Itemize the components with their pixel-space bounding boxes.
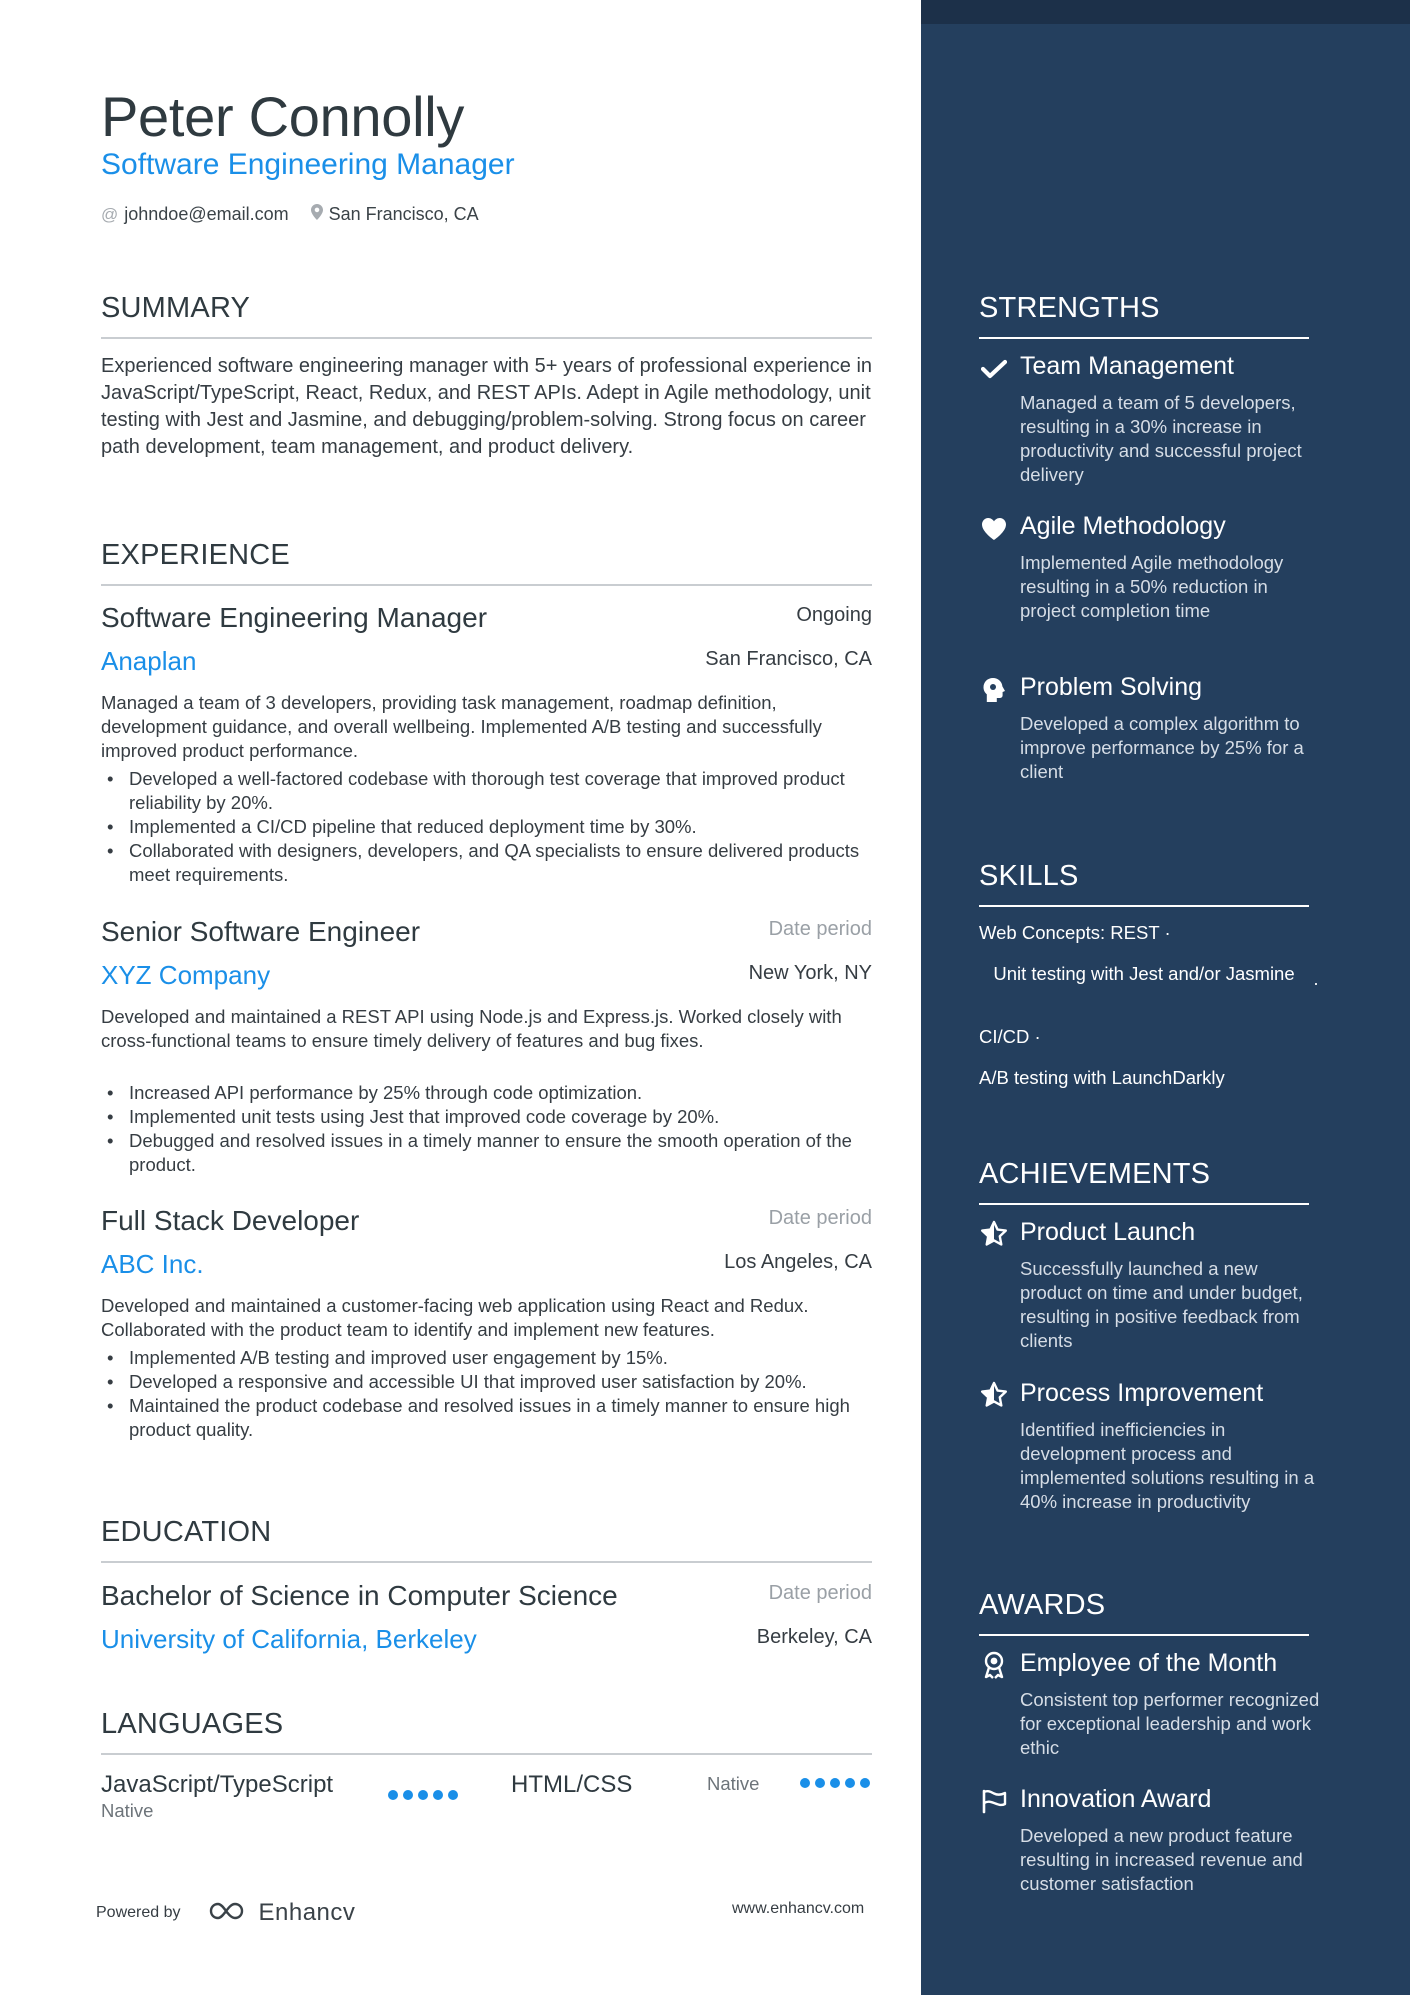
job-description: Developed and maintained a customer-facing web application using React and Redux. Collaborated with the product team to identify and implement new features. bbox=[101, 1295, 809, 1340]
job-title: Full Stack Developer bbox=[101, 1205, 360, 1236]
footer-branding bbox=[96, 1899, 355, 1927]
rating-dot bbox=[815, 1778, 825, 1788]
rating-dot bbox=[830, 1778, 840, 1788]
summary-divider bbox=[101, 337, 872, 339]
language-rating bbox=[388, 1790, 458, 1800]
skill-item: Unit testing with Jest and/or Jasmine bbox=[993, 963, 1295, 984]
sidebar-top-band bbox=[921, 0, 1410, 24]
enhancv-logo-icon bbox=[207, 1900, 251, 1927]
star-icon bbox=[979, 1219, 1009, 1249]
experience-divider bbox=[101, 584, 872, 586]
job-bullets bbox=[101, 1346, 872, 1442]
skill-item: A/B testing with LaunchDarkly bbox=[979, 1067, 1225, 1088]
strength-desc: Implemented Agile methodology resulting in a 50% reduction in project completion time bbox=[1020, 552, 1284, 621]
education-heading: EDUCATION bbox=[101, 1516, 272, 1548]
job-description: Developed and maintained a REST API using Node.js and Express.js. Worked closely with cross-functional teams to ensure timely delivery of features and bug fixes. bbox=[101, 1006, 842, 1051]
skill-item: CI/CD · bbox=[979, 1026, 1041, 1047]
job-description: Managed a team of 3 developers, providing task management, roadmap definition, development guidance, and overall wellbeing. Implemented A/B testing and successfully improved product performance. bbox=[101, 692, 822, 761]
language-rating bbox=[800, 1778, 870, 1788]
list-item: • Developed a responsive and accessible UI that improved user satisfaction by 20%. bbox=[101, 1370, 872, 1394]
rating-dot bbox=[403, 1790, 413, 1800]
job-date: Ongoing bbox=[796, 604, 872, 626]
language-name: JavaScript/TypeScript bbox=[101, 1771, 334, 1798]
job-date: Date period bbox=[768, 918, 872, 940]
language-level: Native bbox=[707, 1773, 760, 1794]
sidebar bbox=[921, 0, 1410, 1995]
languages-heading: LANGUAGES bbox=[101, 1708, 284, 1740]
summary-text: Experienced software engineering manager with 5+ years of professional experience in JavaScript/TypeScript, React, Redux, and REST APIs. Adept in Agile methodology, unit testing with Jest and Jasmine, and debugging/problem-solving. Strong focus on career path development, team management, and product delivery. bbox=[101, 355, 873, 458]
list-item: • Increased API performance by 25% through code optimization. bbox=[101, 1081, 872, 1105]
skills-divider bbox=[979, 905, 1309, 907]
achievements-heading: ACHIEVEMENTS bbox=[979, 1158, 1211, 1190]
achievement-title: Product Launch bbox=[1020, 1218, 1196, 1246]
heart-icon bbox=[979, 514, 1009, 544]
rating-dot bbox=[860, 1778, 870, 1788]
job-company[interactable]: ABC Inc. bbox=[101, 1249, 204, 1279]
rating-dot bbox=[448, 1790, 458, 1800]
degree-title: Bachelor of Science in Computer Science bbox=[101, 1580, 618, 1611]
contact-bar bbox=[101, 204, 501, 225]
candidate-role: Software Engineering Manager bbox=[101, 148, 515, 181]
location-text: San Francisco, CA bbox=[328, 204, 479, 224]
achievement-title: Process Improvement bbox=[1020, 1379, 1264, 1407]
school-name[interactable]: University of California, Berkeley bbox=[101, 1624, 477, 1654]
strengths-divider bbox=[979, 337, 1309, 339]
skill-separator: · bbox=[1313, 973, 1319, 993]
head-idea-icon bbox=[979, 675, 1009, 705]
rating-dot bbox=[388, 1790, 398, 1800]
achievements-divider bbox=[979, 1203, 1309, 1205]
email-item[interactable] bbox=[101, 204, 289, 225]
star-icon bbox=[979, 1380, 1009, 1410]
skills-heading: SKILLS bbox=[979, 860, 1079, 892]
rating-dot bbox=[433, 1790, 443, 1800]
list-item: • Implemented unit tests using Jest that improved code coverage by 20%. bbox=[101, 1105, 872, 1129]
achievement-desc: Identified inefficiencies in development process and implemented solutions resulting in a 40% increase in productivity bbox=[1020, 1419, 1315, 1512]
job-location: San Francisco, CA bbox=[705, 648, 872, 670]
footer-url[interactable]: www.enhancv.com bbox=[732, 1900, 865, 1917]
job-bullets bbox=[101, 767, 872, 887]
medal-icon bbox=[979, 1650, 1009, 1680]
job-location: Los Angeles, CA bbox=[724, 1251, 872, 1273]
email-text: johndoe@email.com bbox=[124, 204, 289, 224]
powered-by-label: Powered by bbox=[96, 1904, 181, 1921]
job-title: Senior Software Engineer bbox=[101, 916, 421, 947]
achievement-desc: Successfully launched a new product on time and under budget, resulting in positive feedback from clients bbox=[1020, 1258, 1303, 1351]
strength-title: Problem Solving bbox=[1020, 673, 1203, 701]
at-sign-icon: @ bbox=[101, 204, 119, 224]
strength-desc: Developed a complex algorithm to improve performance by 25% for a client bbox=[1020, 713, 1304, 782]
location-item bbox=[311, 204, 479, 225]
skill-item: Web Concepts: REST · bbox=[979, 922, 1171, 943]
rating-dot bbox=[800, 1778, 810, 1788]
brand-name: Enhancv bbox=[258, 1899, 356, 1926]
awards-heading: AWARDS bbox=[979, 1589, 1106, 1621]
awards-divider bbox=[979, 1634, 1309, 1636]
education-divider bbox=[101, 1561, 872, 1563]
experience-heading: EXPERIENCE bbox=[101, 539, 290, 571]
school-location: Berkeley, CA bbox=[756, 1626, 872, 1648]
language-level: Native bbox=[101, 1800, 154, 1821]
list-item: • Implemented a CI/CD pipeline that reduced deployment time by 30%. bbox=[101, 815, 872, 839]
strengths-heading: STRENGTHS bbox=[979, 292, 1160, 324]
education-date: Date period bbox=[768, 1582, 872, 1604]
job-date: Date period bbox=[768, 1207, 872, 1229]
map-pin-icon bbox=[311, 204, 323, 225]
award-title: Employee of the Month bbox=[1020, 1649, 1278, 1677]
job-title: Software Engineering Manager bbox=[101, 602, 488, 633]
list-item: • Developed a well-factored codebase with thorough test coverage that improved product reliability by 20%. bbox=[101, 767, 872, 815]
language-name: HTML/CSS bbox=[511, 1771, 633, 1798]
list-item: • Debugged and resolved issues in a timely manner to ensure the smooth operation of the product. bbox=[101, 1129, 872, 1177]
summary-heading: SUMMARY bbox=[101, 292, 251, 324]
list-item: • Implemented A/B testing and improved user engagement by 15%. bbox=[101, 1346, 872, 1370]
strength-title: Team Management bbox=[1020, 352, 1235, 380]
rating-dot bbox=[845, 1778, 855, 1788]
checkmark-icon bbox=[979, 354, 1009, 384]
strength-desc: Managed a team of 5 developers, resulting in a 30% increase in productivity and successful project delivery bbox=[1020, 392, 1302, 485]
award-desc: Developed a new product feature resulting in increased revenue and customer satisfaction bbox=[1020, 1825, 1303, 1894]
list-item: • Maintained the product codebase and resolved issues in a timely manner to ensure high product quality. bbox=[101, 1394, 872, 1442]
job-bullets bbox=[101, 1081, 872, 1177]
job-company[interactable]: XYZ Company bbox=[101, 960, 271, 990]
flag-icon bbox=[979, 1786, 1009, 1816]
list-item: • Collaborated with designers, developers, and QA specialists to ensure delivered products meet requirements. bbox=[101, 839, 872, 887]
rating-dot bbox=[418, 1790, 428, 1800]
award-title: Innovation Award bbox=[1020, 1785, 1212, 1813]
job-company[interactable]: Anaplan bbox=[101, 646, 197, 676]
strength-title: Agile Methodology bbox=[1020, 512, 1226, 540]
languages-divider bbox=[101, 1753, 872, 1755]
job-location: New York, NY bbox=[748, 962, 872, 984]
candidate-name: Peter Connolly bbox=[101, 85, 465, 148]
award-desc: Consistent top performer recognized for exceptional leadership and work ethic bbox=[1020, 1689, 1320, 1758]
